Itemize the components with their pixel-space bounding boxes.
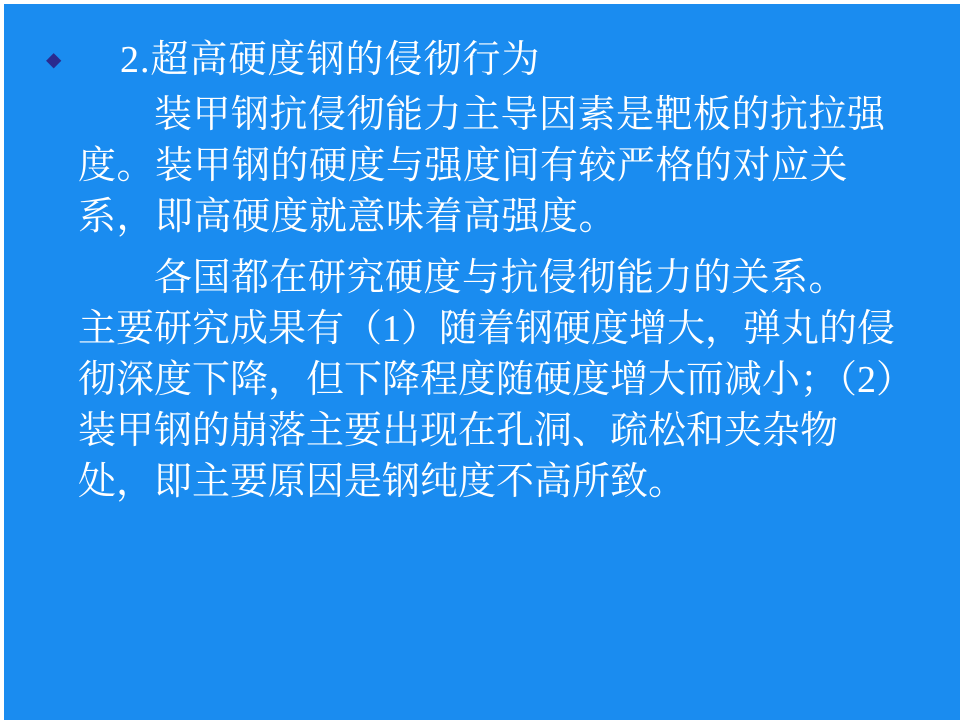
paragraph-3: 主要研究成果有（1）随着钢硬度增大，弹丸的侵彻深度下降，但下降程度随硬度增大而减小；（2）装甲钢的崩落主要出现在孔洞、疏松和夹杂物处，即主要原因是钢纯度不高所致。 bbox=[78, 308, 896, 503]
title-bullet-line bbox=[40, 32, 900, 88]
paragraph-2: 各国都在研究硬度与抗侵彻能力的关系。 bbox=[154, 257, 848, 299]
slide-title: 2.超高硬度钢的侵彻行为 bbox=[120, 39, 541, 81]
diamond-bullet-icon: ◆ bbox=[46, 49, 62, 71]
paragraph-1: 装甲钢抗侵彻能力主导因素是靶板的抗拉强度。装甲钢的硬度与强度间有较严格的对应关系，即高硬度就意味着高强度。 bbox=[78, 94, 886, 238]
